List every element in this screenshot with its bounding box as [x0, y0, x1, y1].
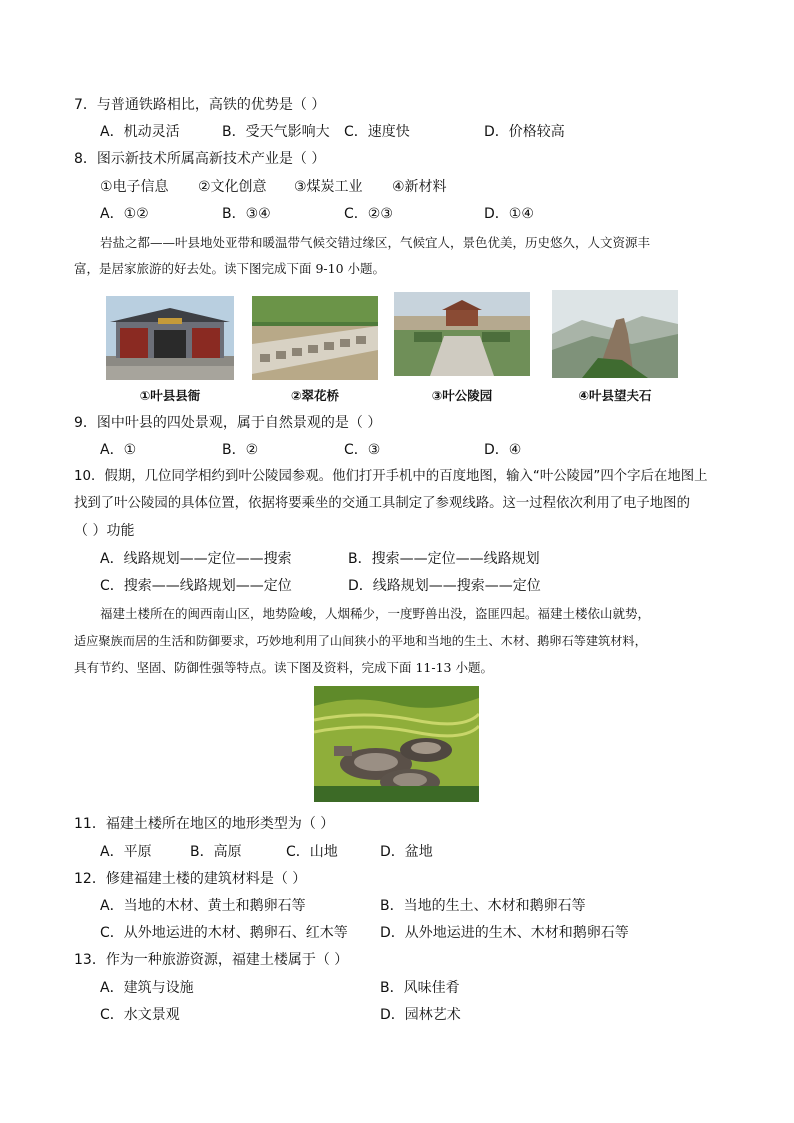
q8-item-3: ③煤炭工业 [294, 179, 363, 195]
q11-stem: 11．福建土楼所在地区的地形类型为（ ） [74, 816, 335, 832]
q7-option-a: A．机动灵活 [100, 124, 180, 140]
q9-option-b: B．② [222, 442, 259, 458]
q12-stem: 12．修建福建土楼的建筑材料是（ ） [74, 871, 307, 887]
q7-option-b: B．受天气影响大 [222, 124, 330, 140]
caption-county-yamen: ①叶县县衙 [139, 388, 201, 403]
intro2-line3: 具有节约、坚固、防御性强等特点。读下图及资料，完成下面 11-13 小题。 [74, 660, 493, 675]
q13-option-c: C．水文景观 [100, 1007, 180, 1023]
q11-option-c: C．山地 [286, 844, 338, 860]
q10-option-b: B．搜索——定位——线路规划 [348, 551, 540, 567]
q11-option-a: A．平原 [100, 844, 152, 860]
q10-line3: （ ）功能 [74, 523, 135, 539]
q10-option-a: A．线路规划——定位——搜索 [100, 551, 292, 567]
q8-item-4: ④新材料 [392, 179, 447, 195]
q13-option-a: A．建筑与设施 [100, 980, 194, 996]
q11-option-d: D．盆地 [380, 844, 433, 860]
q12-option-a: A．当地的木材、黄土和鹅卵石等 [100, 898, 306, 914]
photo-yegong-cemetery [394, 292, 530, 376]
q7-option-d: D．价格较高 [484, 124, 565, 140]
q7-option-c: C．速度快 [344, 124, 410, 140]
q12-option-d: D．从外地运进的生木、木材和鹅卵石等 [380, 925, 629, 941]
q8-item-1: ①电子信息 [100, 179, 169, 195]
q8-item-2: ②文化创意 [198, 179, 267, 195]
q11-option-b: B．高原 [190, 844, 242, 860]
q7-stem: 7．与普通铁路相比，高铁的优势是（ ） [74, 97, 326, 113]
q10-line1: 10．假期，几位同学相约到叶公陵园参观。他们打开手机中的百度地图，输入“叶公陵园”四个字后在地图上 [74, 469, 708, 484]
caption-wangfu-stone: ④叶县望夫石 [578, 388, 652, 403]
q9-option-d: D．④ [484, 442, 522, 458]
intro1-line1: 岩盐之都——叶县地处亚带和暖温带气候交错过缘区，气候宜人，景色优美，历史悠久，人文资源丰 [100, 235, 651, 250]
photo-fujian-tulou [314, 686, 479, 802]
q8-option-c: C．②③ [344, 206, 393, 222]
q9-option-c: C．③ [344, 442, 381, 458]
photo-cuihua-bridge [252, 296, 378, 380]
q12-option-c: C．从外地运进的木材、鹅卵石、红木等 [100, 925, 348, 941]
q8-option-b: B．③④ [222, 206, 271, 222]
caption-cuihua-bridge: ②翠花桥 [290, 388, 340, 403]
q10-line2: 找到了叶公陵园的具体位置，依据将要乘坐的交通工具制定了参观线路。这一过程依次利用了电子地图的 [74, 496, 690, 511]
q12-option-b: B．当地的生土、木材和鹅卵石等 [380, 898, 586, 914]
q13-option-b: B．风味佳肴 [380, 980, 460, 996]
q8-option-d: D．①④ [484, 206, 534, 222]
photo-county-yamen [106, 296, 234, 380]
intro2-line1: 福建土楼所在的闽西南山区，地势险峻，人烟稀少，一度野兽出没，盗匪四起。福建土楼依山就势， [100, 606, 651, 621]
intro2-line2: 适应聚族而居的生活和防御要求，巧妙地利用了山间狭小的平地和当地的生土、木材、鹅卵石等建筑材料， [74, 634, 647, 648]
q10-option-d: D．线路规划——搜索——定位 [348, 578, 541, 594]
q10-option-c: C．搜索——线路规划——定位 [100, 578, 292, 594]
q13-option-d: D．园林艺术 [380, 1007, 461, 1023]
q9-option-a: A．① [100, 442, 137, 458]
q8-option-a: A．①② [100, 206, 149, 222]
q8-stem: 8．图示新技术所属高新技术产业是（ ） [74, 151, 326, 167]
caption-yegong-cemetery: ③叶公陵园 [431, 388, 493, 403]
q13-stem: 13．作为一种旅游资源，福建土楼属于（ ） [74, 952, 349, 968]
intro1-line2: 富，是居家旅游的好去处。读下图完成下面 9-10 小题。 [74, 261, 386, 276]
photo-wangfu-stone [552, 290, 678, 378]
q9-stem: 9．图中叶县的四处景观，属于自然景观的是（ ） [74, 415, 382, 431]
